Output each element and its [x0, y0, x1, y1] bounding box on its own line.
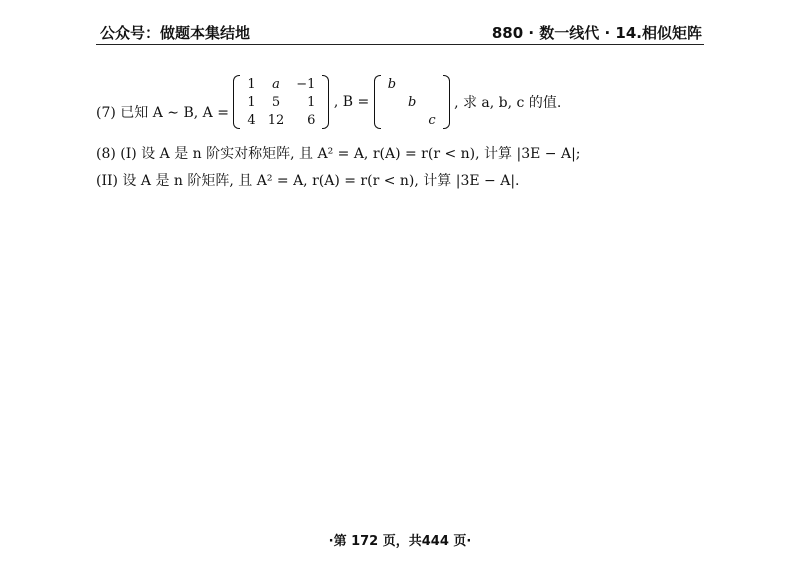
- matrix-a-cell: 1: [307, 94, 316, 110]
- matrix-b-cell: b: [408, 94, 417, 110]
- matrix-b-cell: c: [428, 112, 436, 128]
- matrix-a-cell: 4: [247, 112, 256, 128]
- matrix-a-cell: 6: [307, 112, 316, 128]
- matrix-a-cell: −1: [296, 76, 316, 92]
- problem-7-mid: , B =: [333, 94, 370, 110]
- matrix-b-cell: [422, 93, 441, 111]
- problem-8-part-2: (II) 设 A 是 n 阶矩阵, 且 A² = A, r(A) = r(r < n), 计算 |3E − A|.: [96, 173, 520, 189]
- matrix-a: [233, 75, 329, 129]
- matrix-b-cell: b: [387, 76, 397, 92]
- matrix-b-cell: [402, 75, 422, 93]
- matrix-b: [374, 75, 450, 129]
- header-section-title: 880 · 数一线代 · 14.相似矩阵: [491, 24, 702, 42]
- matrix-b-cell: [422, 75, 441, 93]
- problem-7-suffix: , 求 a, b, c 的值.: [454, 95, 562, 111]
- matrix-a-cell: 1: [247, 76, 256, 92]
- matrix-a-cell: 5: [271, 94, 281, 110]
- problem-7-prefix: (7) 已知 A ∼ B, A =: [96, 104, 229, 121]
- problem-7: [96, 75, 696, 133]
- matrix-a-cell: 1: [247, 94, 256, 110]
- matrix-a-cell: 12: [267, 112, 285, 128]
- matrix-b-cell: [402, 111, 422, 129]
- header-source: 公众号：做题本集结地: [100, 24, 251, 42]
- problem-8-part-1: (8) (I) 设 A 是 n 阶实对称矩阵, 且 A² = A, r(A) = r(r < n), 计算 |3E − A|;: [96, 146, 581, 162]
- matrix-a-cell: a: [272, 76, 280, 92]
- matrix-b-cell: [382, 111, 402, 129]
- page-header: [96, 20, 704, 45]
- matrix-b-cell: [382, 93, 402, 111]
- page-number: ·第 172 页，共444 页·: [328, 534, 472, 549]
